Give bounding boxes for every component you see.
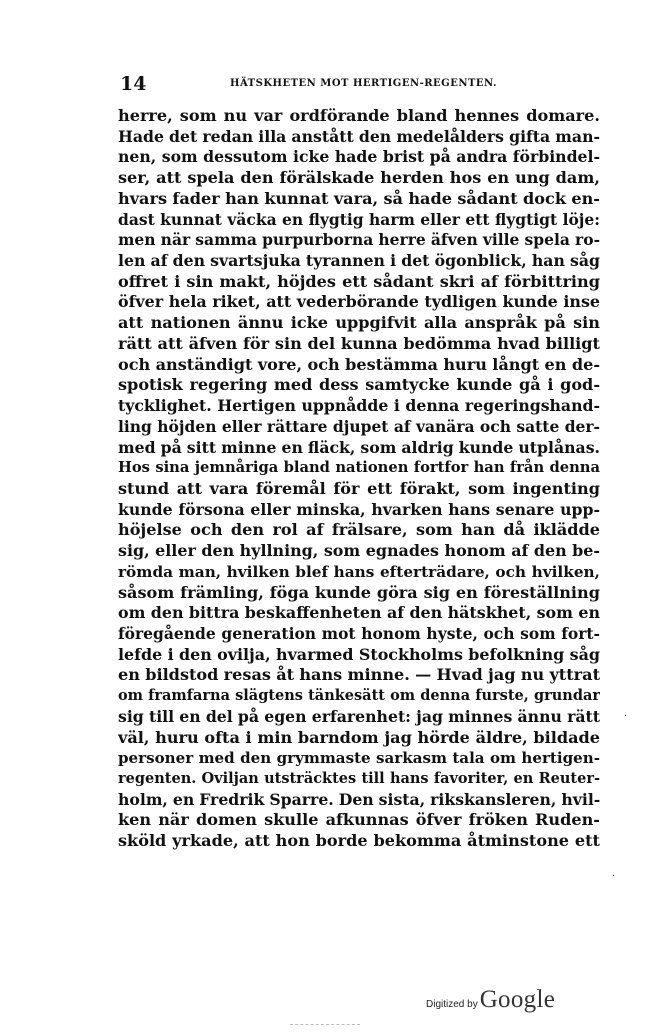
text-line: öfver hela riket, att vederbörande tydligen kunde inse [118, 292, 600, 312]
text-line: lefde i den ovilja, hvarmed Stockholms befolkning såg [118, 644, 600, 664]
digitized-by-label: Digitized by [426, 999, 478, 1010]
text-line: Hade det redan illa anstått den medelålders gifta man- [118, 126, 600, 146]
text-line: kunde försona eller minska, hvarken hans senare upp- [118, 499, 600, 519]
digitized-by-google-watermark [426, 986, 555, 1016]
text-line: len af den svartsjuka tyrannen i det ögonblick, han såg [118, 251, 600, 271]
text-line: föregående generation mot honom hyste, och som fort- [118, 623, 600, 643]
text-line: ling höjden eller rättare djupet af vanära och satte der- [118, 416, 600, 436]
text-line: stund att vara föremål för ett förakt, som ingenting [118, 478, 600, 498]
text-line: sköld yrkade, att hon borde bekomma åtminstone ett [118, 831, 600, 851]
text-line: nen, som dessutom icke hade brist på andra förbindel- [118, 147, 600, 167]
text-line: sig, eller den hyllning, som egnades honom af den be- [118, 541, 600, 561]
scan-smudge [290, 1024, 360, 1027]
text-line: dast kunnat väcka en flygtig harm eller ett flygtigt löje: [118, 209, 600, 229]
text-line: höjelse och den rol af frälsare, som han då iklädde [118, 520, 600, 540]
margin-dot: · [624, 711, 628, 722]
text-line: ser, att spela den förälskade herden hos en ung dam, [118, 168, 600, 188]
text-line: att nationen ännu icke uppgifvit alla anspråk på sin [118, 313, 600, 333]
text-line: tycklighet. Hertigen uppnådde i denna regeringshand- [118, 396, 600, 416]
text-line: med på sitt minne en fläck, som aldrig kunde utplånas. [118, 437, 600, 457]
text-line: ken när domen skulle afkunnas öfver fröken Ruden- [118, 810, 600, 830]
text-line: offret i sin makt, höjdes ett sådant skri af förbittring [118, 271, 600, 291]
text-line: hvars fader han kunnat vara, så hade sådant dock en- [118, 188, 600, 208]
text-line: om framfarna slägtens tänkesätt om denna furste, grundar [118, 687, 600, 705]
text-line: spotisk regering med dess samtycke kunde gå i god- [118, 375, 600, 395]
text-line: Hos sina jemnåriga bland nationen fortfor han från denna [118, 459, 600, 477]
text-line: väl, huru ofta i min barndom jag hörde äldre, bildade [118, 727, 600, 747]
text-line: holm, en Fredrik Sparre. Den sista, rikskansleren, hvil- [118, 789, 600, 809]
text-line: personer med den grymmaste sarkasm tala om hertigen- [118, 749, 600, 768]
margin-dot: · [612, 871, 616, 882]
text-line: en bildstod resas åt hans minne. — Hvad jag nu yttrat [118, 665, 600, 685]
page-number: 14 [120, 73, 147, 95]
text-line: och anständigt vore, och bestämma huru långt en de- [118, 354, 600, 374]
text-line: om den bittra beskaffenheten af den hätskhet, som en [118, 603, 600, 623]
page-header [120, 74, 600, 94]
text-line: römda man, hvilken blef hans efterträdare, och hvilken, [118, 562, 600, 581]
text-line: såsom främling, föga kunde göra sig en föreställning [118, 582, 600, 602]
text-line: sig till en del på egen erfarenhet: jag minnes ännu rätt [118, 706, 600, 726]
google-logo: Google [479, 986, 556, 1013]
text-line: herre, som nu var ordförande bland hennes domare. [118, 106, 600, 125]
running-head: HÄTSKHETEN MOT HERTIGEN-REGENTEN. [230, 78, 498, 89]
body-text [118, 106, 600, 852]
text-line: men när samma purpurborna herre äfven ville spela ro- [118, 230, 600, 250]
text-line: regenten. Oviljan utsträcktes till hans favoriter, en Reuter- [118, 770, 600, 787]
text-line: rätt att äfven för sin del kunna bedömma hvad billigt [118, 333, 600, 353]
